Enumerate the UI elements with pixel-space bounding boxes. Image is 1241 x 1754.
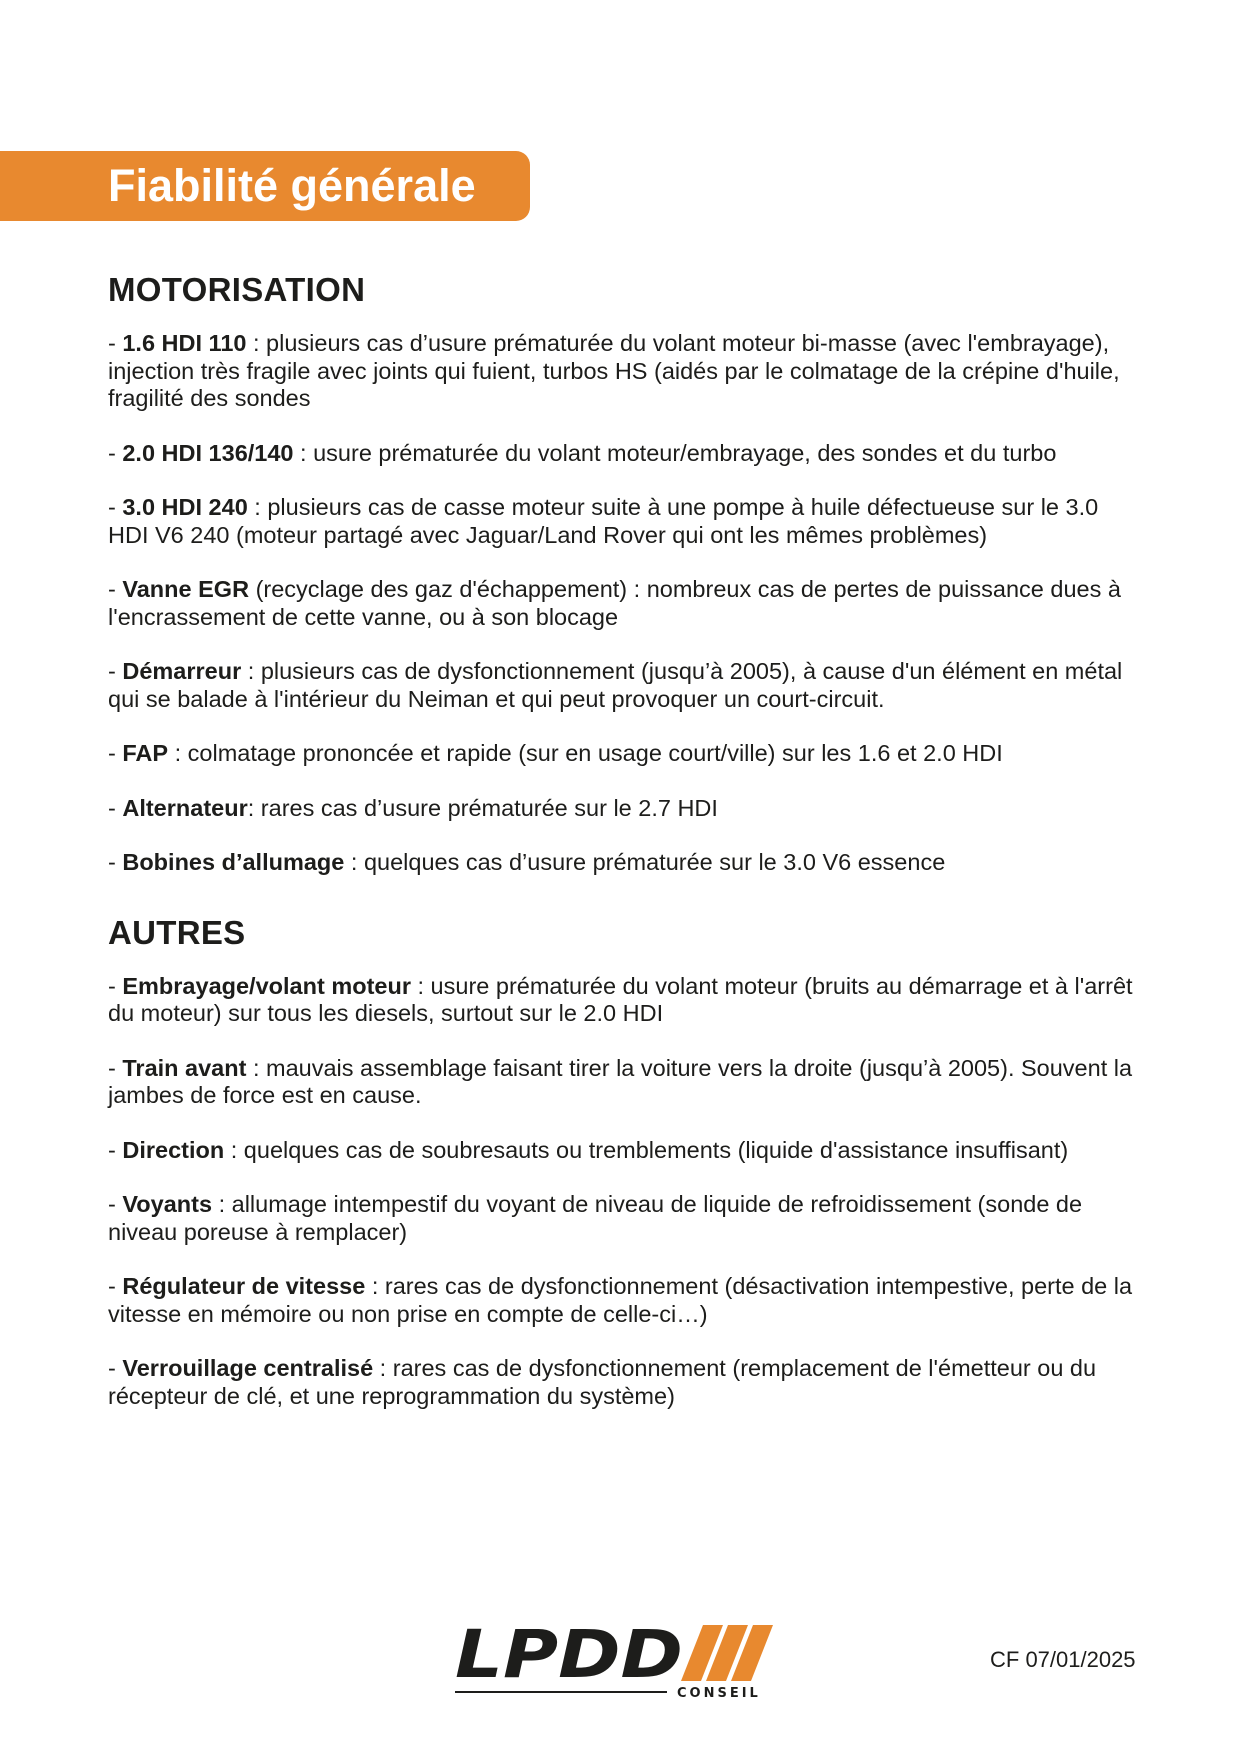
item-label: Train avant — [122, 1054, 247, 1081]
item-label: Verrouillage centralisé — [122, 1355, 374, 1381]
section-motorisation — [108, 270, 1138, 877]
lpdd-conseil-logo — [455, 1615, 795, 1705]
item-label: FAP — [122, 740, 169, 766]
item-label: 3.0 HDI 240 — [122, 494, 248, 520]
list-item: - Alternateur: rares cas d’usure prématurée sur le 2.7 HDI — [108, 794, 718, 821]
page-title: Fiabilité générale — [108, 160, 476, 211]
item-text: : colmatage prononcée et rapide (sur en usage court/ville) sur les 1.6 et 2.0 HDI — [168, 740, 1003, 766]
logo-wordmark: LPDD — [455, 1616, 683, 1693]
item-text: : allumage intempestif du voyant de niveau de liquide de refroidissement (sonde de niveau poreuse à remplacer) — [108, 1191, 1083, 1245]
item-label: Régulateur de vitesse — [122, 1273, 366, 1299]
list-item: - FAP : colmatage prononcée et rapide (sur en usage court/ville) sur les 1.6 et 2.0 HDI — [108, 740, 1003, 766]
item-label: Bobines d’allumage — [122, 849, 345, 875]
item-label: Vanne EGR — [122, 576, 250, 602]
title-banner — [0, 151, 530, 221]
item-text: : plusieurs cas de dysfonctionnement (jusqu’à 2005), à cause d'un élément en métal qui se balade à l'intérieur du Neiman et qui peut provoquer un court-circuit. — [108, 658, 1123, 712]
document-date: CF 07/01/2025 — [990, 1647, 1136, 1672]
list-item: - 3.0 HDI 240 : plusieurs cas de casse moteur suite à une pompe à huile défectueuse sur le 3.0 HDI V6 240 (moteur partagé avec Jaguar/Land Rover qui ont les mêmes problèmes) — [108, 494, 1099, 548]
item-label: 1.6 HDI 110 — [122, 330, 247, 356]
item-text: : rares cas de dysfonctionnement (remplacement de l'émetteur ou du récepteur de clé, et une reprogrammation du système) — [108, 1355, 1097, 1409]
list-item: - Train avant : mauvais assemblage faisant tirer la voiture vers la droite (jusqu’à 2005). Souvent la jambes de force est en cause. — [108, 1054, 1133, 1108]
content — [108, 270, 1138, 1437]
list-item: - 1.6 HDI 110 : plusieurs cas d’usure prématurée du volant moteur bi-masse (avec l'embrayage), injection très fragile avec joints qui fuient, turbos HS (aidés par le colmatage de la crépine d'huile, fragilité des sondes — [108, 330, 1120, 411]
item-label: 2.0 HDI 136/140 — [122, 439, 294, 466]
item-label: Embrayage/volant moteur — [122, 972, 411, 999]
list-item: - Embrayage/volant moteur : usure prématurée du volant moteur (bruits au démarrage et à l'arrêt du moteur) sur tous les diesels, surtout sur le 2.0 HDI — [108, 972, 1133, 1026]
item-text: (recyclage des gaz d'échappement) : nombreux cas de pertes de puissance dues à l'encrassement de cette vanne, ou à son blocage — [108, 576, 1121, 630]
item-text: : rares cas de dysfonctionnement (désactivation intempestive, perte de la vitesse en mémoire ou non prise en compte de celle-ci…) — [108, 1273, 1133, 1327]
list-item: - Vanne EGR (recyclage des gaz d'échappement) : nombreux cas de pertes de puissance dues à l'encrassement de cette vanne, ou à son blocage — [108, 576, 1121, 630]
list-item: - Direction : quelques cas de soubresauts ou tremblements (liquide d'assistance insuffisant) — [108, 1136, 1069, 1163]
item-text: : rares cas d’usure prématurée sur le 2.7 HDI — [247, 794, 718, 821]
section-autres — [108, 913, 1138, 1411]
list-item: - Bobines d’allumage : quelques cas d’usure prématurée sur le 3.0 V6 essence — [108, 849, 946, 875]
item-text: : usure prématurée du volant moteur (bruits au démarrage et à l'arrêt du moteur) sur tous les diesels, surtout sur le 2.0 HDI — [108, 972, 1133, 1026]
item-label: Voyants — [122, 1191, 213, 1217]
section-heading: MOTORISATION — [108, 271, 366, 308]
list-item: - Régulateur de vitesse : rares cas de dysfonctionnement (désactivation intempestive, perte de la vitesse en mémoire ou non prise en compte de celle-ci…) — [108, 1273, 1133, 1327]
item-text: : quelques cas de soubresauts ou tremblements (liquide d'assistance insuffisant) — [224, 1136, 1069, 1163]
item-text: : usure prématurée du volant moteur/embrayage, des sondes et du turbo — [293, 439, 1057, 466]
item-text: : mauvais assemblage faisant tirer la voiture vers la droite (jusqu’à 2005). Souvent la jambes de force est en cause. — [108, 1054, 1133, 1108]
item-text: : plusieurs cas d’usure prématurée du volant moteur bi-masse (avec l'embrayage), injection très fragile avec joints qui fuient, turbos HS (aidés par le colmatage de la crépine d'huile, fragilité des sondes — [108, 330, 1120, 411]
item-label: Démarreur — [122, 658, 242, 684]
list-item: - Démarreur : plusieurs cas de dysfonctionnement (jusqu’à 2005), à cause d'un élément en métal qui se balade à l'intérieur du Neiman et qui peut provoquer un court-circuit. — [108, 658, 1123, 712]
logo-subtext: CONSEIL — [677, 1686, 761, 1701]
item-label: Alternateur — [122, 794, 248, 821]
item-text: : quelques cas d’usure prématurée sur le 3.0 V6 essence — [344, 849, 946, 875]
list-item: - Verrouillage centralisé : rares cas de dysfonctionnement (remplacement de l'émetteur ou du récepteur de clé, et une reprogrammation du système) — [108, 1355, 1097, 1409]
list-item: - 2.0 HDI 136/140 : usure prématurée du volant moteur/embrayage, des sondes et du turbo — [108, 439, 1057, 466]
section-heading: AUTRES — [108, 913, 246, 951]
item-label: Direction — [122, 1136, 225, 1163]
item-text: : plusieurs cas de casse moteur suite à une pompe à huile défectueuse sur le 3.0 HDI V6 240 (moteur partagé avec Jaguar/Land Rover qui ont les mêmes problèmes) — [108, 494, 1099, 548]
list-item: - Voyants : allumage intempestif du voyant de niveau de liquide de refroidissement (sonde de niveau poreuse à remplacer) — [108, 1191, 1083, 1245]
